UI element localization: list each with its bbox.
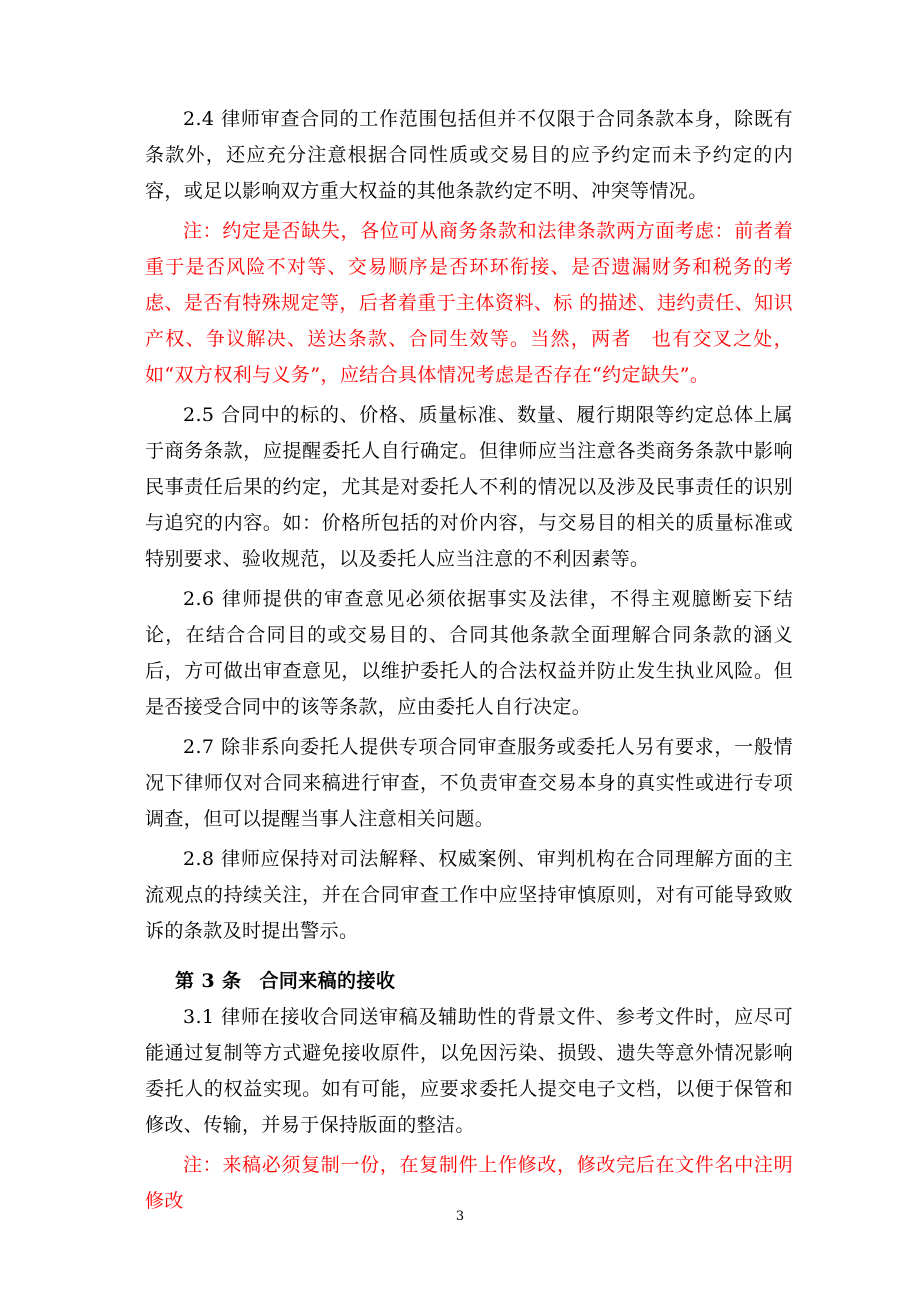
note-missing-terms: 注：约定是否缺失，各位可从商务条款和法律条款两方面考虑：前者着重于是否风险不对等、交易顺序是否环环衔接、是否遗漏财务和税务的考虑、是否有特殊规定等，后者着重于主体资料、标 的描述、违约责任、知识产权、争议解决、送达条款、合同生效等。当然，两者 也有交叉之处，如“双方权利与义务”，应结合具体情况考虑是否存在“约定缺失”。 [145, 220, 793, 386]
paragraph-2-5: 2.5 合同中的标的、价格、质量标准、数量、履行期限等约定总体上属于商务条款，应提醒委托人自行确定。但律师应当注意各类商务条款中影响民事责任后果的约定，尤其是对委托人不利的情况以及涉及民事责任的识别与追究的内容。如：价格所包括的对价内容，与交易目的相关的质量标准或特别要求、验收规范，以及委托人应当注意的不利因素等。 [145, 404, 793, 570]
document-body [145, 101, 793, 1219]
paragraph-3-1: 3.1 律师在接收合同送审稿及辅助性的背景文件、参考文件时，应尽可能通过复制等方式避免接收原件，以免因污染、损毁、遗失等意外情况影响委托人的权益实现。如有可能，应要求委托人提交电子文档，以便于保管和修改、传输，并易于保持版面的整洁。 [145, 1006, 793, 1136]
note-copy-draft: 注：来稿必须复制一份，在复制件上作修改，修改完后在文件名中注明修改 [145, 1154, 793, 1212]
paragraph-2-6: 2.6 律师提供的审查意见必须依据事实及法律，不得主观臆断妄下结论，在结合合同目的或交易目的、合同其他条款全面理解合同条款的涵义后，方可做出审查意见，以维护委托人的合法权益并防止发生执业风险。但是否接受合同中的该等条款，应由委托人自行决定。 [145, 588, 793, 718]
paragraph-2-7: 2.7 除非系向委托人提供专项合同审查服务或委托人另有要求，一般情况下律师仅对合同来稿进行审查，不负责审查交易本身的真实性或进行专项调查，但可以提醒当事人注意相关问题。 [145, 736, 793, 830]
section-title: 合同来稿的接收 [259, 970, 396, 992]
paragraph-2-4: 2.4 律师审查合同的工作范围包括但并不仅限于合同条款本身，除既有条款外，还应充分注意根据合同性质或交易目的应予约定而未予约定的内容，或足以影响双方重大权益的其他条款约定不明、冲突等情况。 [145, 108, 793, 202]
paragraph-2-8: 2.8 律师应保持对司法解释、权威案例、审判机构在合同理解方面的主流观点的持续关注，并在合同审查工作中应坚持审慎原则，对有可能导致败诉的条款及时提出警示。 [145, 848, 793, 942]
section-heading-3 [145, 963, 793, 999]
page-number: 3 [455, 1209, 465, 1224]
section-number: 第 3 条 [175, 970, 242, 992]
